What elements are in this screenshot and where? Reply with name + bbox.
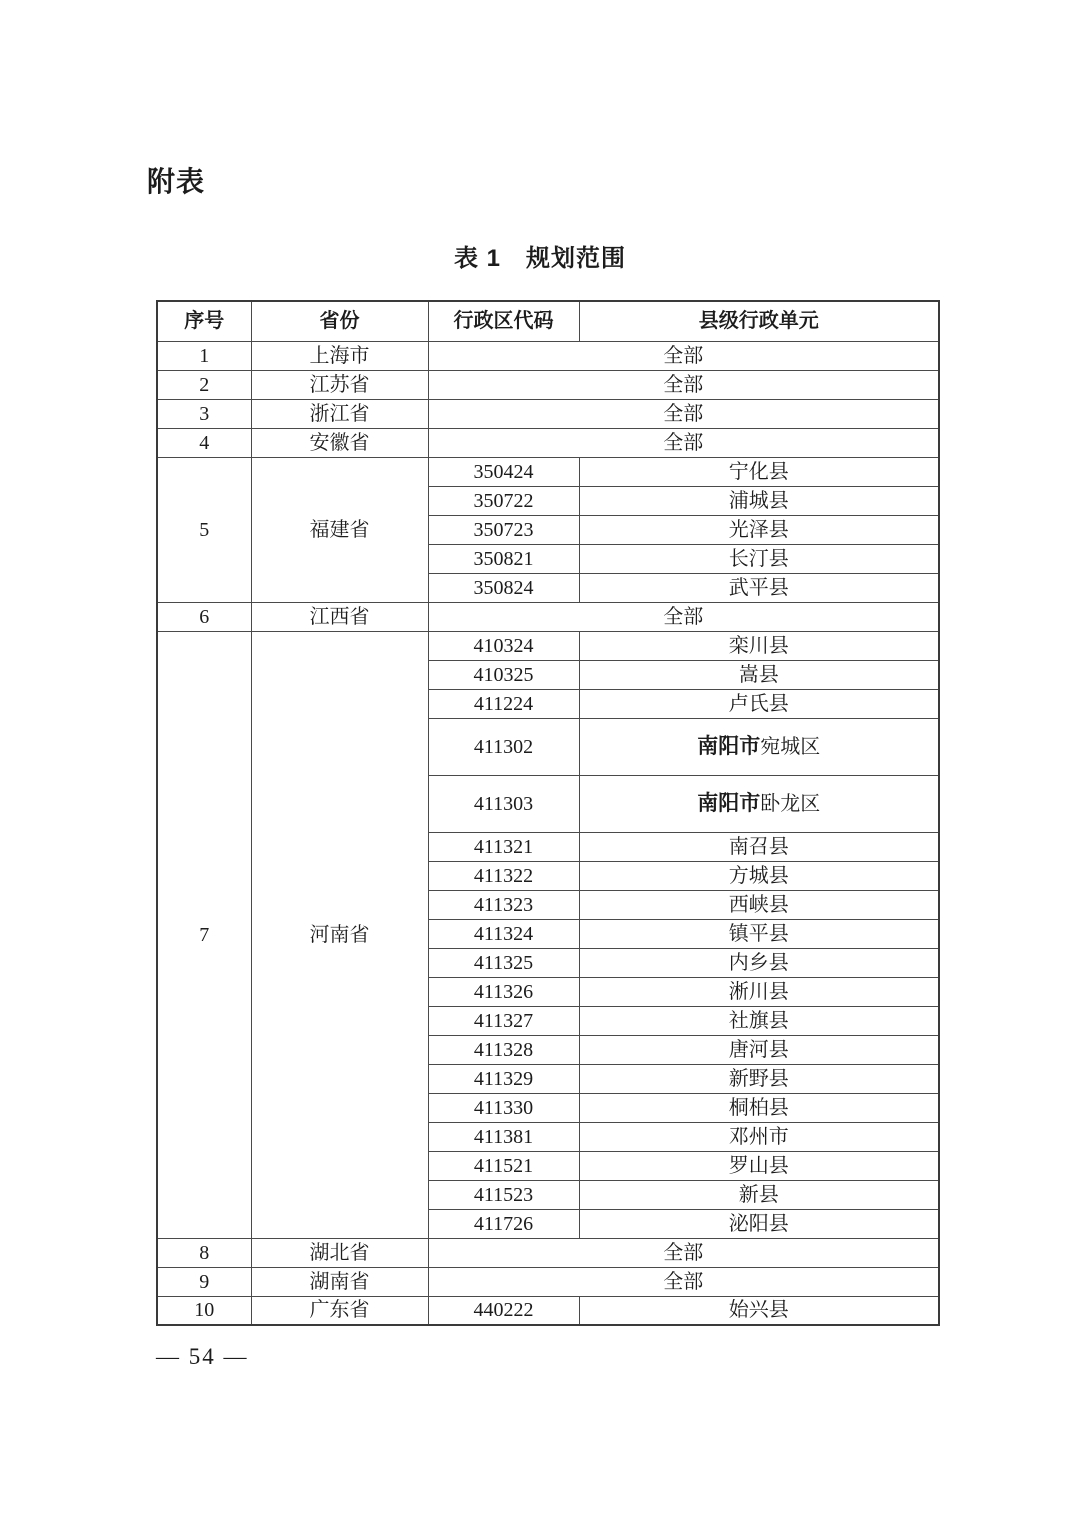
code-cell: 350821 [428, 544, 579, 573]
header-no: 序号 [157, 301, 251, 341]
province-cell: 江西省 [251, 602, 428, 631]
province-cell: 湖北省 [251, 1238, 428, 1267]
province-cell: 江苏省 [251, 370, 428, 399]
code-cell: 411303 [428, 775, 579, 832]
county-name: 宛城区 [760, 735, 821, 758]
code-cell: 411323 [428, 890, 579, 919]
code-cell: 411325 [428, 948, 579, 977]
row-no: 10 [157, 1296, 251, 1325]
row-no: 1 [157, 341, 251, 370]
county-cell: 泌阳县 [579, 1209, 939, 1238]
code-cell: 350722 [428, 486, 579, 515]
county-cell: 桐柏县 [579, 1093, 939, 1122]
row-no: 2 [157, 370, 251, 399]
scope-cell: 全部 [428, 370, 939, 399]
county-cell: 新野县 [579, 1064, 939, 1093]
code-cell: 411302 [428, 718, 579, 775]
page-heading: 附表 [147, 166, 206, 197]
county-cell: 南召县 [579, 832, 939, 861]
code-cell: 411328 [428, 1035, 579, 1064]
province-cell: 湖南省 [251, 1267, 428, 1296]
scope-cell: 全部 [428, 341, 939, 370]
county-cell: 唐河县 [579, 1035, 939, 1064]
county-cell [579, 775, 939, 832]
county-cell: 宁化县 [579, 457, 939, 486]
code-cell: 411327 [428, 1006, 579, 1035]
table-row [157, 457, 939, 486]
county-cell: 邓州市 [579, 1122, 939, 1151]
code-cell: 440222 [428, 1296, 579, 1325]
table-row [157, 341, 939, 370]
code-cell: 411330 [428, 1093, 579, 1122]
county-cell: 淅川县 [579, 977, 939, 1006]
code-cell: 411329 [428, 1064, 579, 1093]
county-cell: 浦城县 [579, 486, 939, 515]
table-row [157, 1267, 939, 1296]
code-cell: 411726 [428, 1209, 579, 1238]
code-cell: 411523 [428, 1180, 579, 1209]
header-county: 县级行政单元 [579, 301, 939, 341]
scope-cell: 全部 [428, 399, 939, 428]
scope-cell: 全部 [428, 428, 939, 457]
county-cell: 卢氏县 [579, 689, 939, 718]
table-row [157, 399, 939, 428]
county-cell: 始兴县 [579, 1296, 939, 1325]
code-cell: 411224 [428, 689, 579, 718]
row-no: 7 [157, 631, 251, 1238]
code-cell: 410325 [428, 660, 579, 689]
county-cell: 新县 [579, 1180, 939, 1209]
table-header [157, 301, 939, 341]
county-cell: 方城县 [579, 861, 939, 890]
header-row [157, 301, 939, 341]
code-cell: 411381 [428, 1122, 579, 1151]
county-cell: 社旗县 [579, 1006, 939, 1035]
row-no: 3 [157, 399, 251, 428]
county-name: 卧龙区 [760, 792, 821, 815]
header-province: 省份 [251, 301, 428, 341]
row-no: 9 [157, 1267, 251, 1296]
city-prefix: 南阳市 [697, 734, 761, 758]
code-cell: 411521 [428, 1151, 579, 1180]
scope-cell: 全部 [428, 1267, 939, 1296]
code-cell: 350424 [428, 457, 579, 486]
code-cell: 350723 [428, 515, 579, 544]
county-cell: 内乡县 [579, 948, 939, 977]
row-no: 5 [157, 457, 251, 602]
code-cell: 411326 [428, 977, 579, 1006]
scope-cell: 全部 [428, 602, 939, 631]
province-cell: 上海市 [251, 341, 428, 370]
code-cell: 411321 [428, 832, 579, 861]
row-no: 6 [157, 602, 251, 631]
county-cell: 光泽县 [579, 515, 939, 544]
page-number: — 54 — [156, 1344, 249, 1369]
table-body [157, 341, 939, 1325]
city-prefix: 南阳市 [697, 791, 761, 815]
table-row [157, 370, 939, 399]
county-cell: 镇平县 [579, 919, 939, 948]
province-cell: 福建省 [251, 457, 428, 602]
code-cell: 411324 [428, 919, 579, 948]
county-cell [579, 718, 939, 775]
county-cell: 长汀县 [579, 544, 939, 573]
province-cell: 河南省 [251, 631, 428, 1238]
header-code: 行政区代码 [428, 301, 579, 341]
county-cell: 栾川县 [579, 631, 939, 660]
province-cell: 安徽省 [251, 428, 428, 457]
province-cell: 浙江省 [251, 399, 428, 428]
county-cell: 嵩县 [579, 660, 939, 689]
table-row [157, 1296, 939, 1325]
scope-cell: 全部 [428, 1238, 939, 1267]
county-cell: 武平县 [579, 573, 939, 602]
table-row [157, 602, 939, 631]
code-cell: 411322 [428, 861, 579, 890]
planning-scope-table [156, 300, 940, 1326]
county-cell: 罗山县 [579, 1151, 939, 1180]
table-row [157, 1238, 939, 1267]
row-no: 8 [157, 1238, 251, 1267]
code-cell: 410324 [428, 631, 579, 660]
province-cell: 广东省 [251, 1296, 428, 1325]
row-no: 4 [157, 428, 251, 457]
table-row [157, 631, 939, 660]
table-row [157, 428, 939, 457]
table-title: 表 1 规划范围 [453, 245, 626, 272]
county-cell: 西峡县 [579, 890, 939, 919]
code-cell: 350824 [428, 573, 579, 602]
